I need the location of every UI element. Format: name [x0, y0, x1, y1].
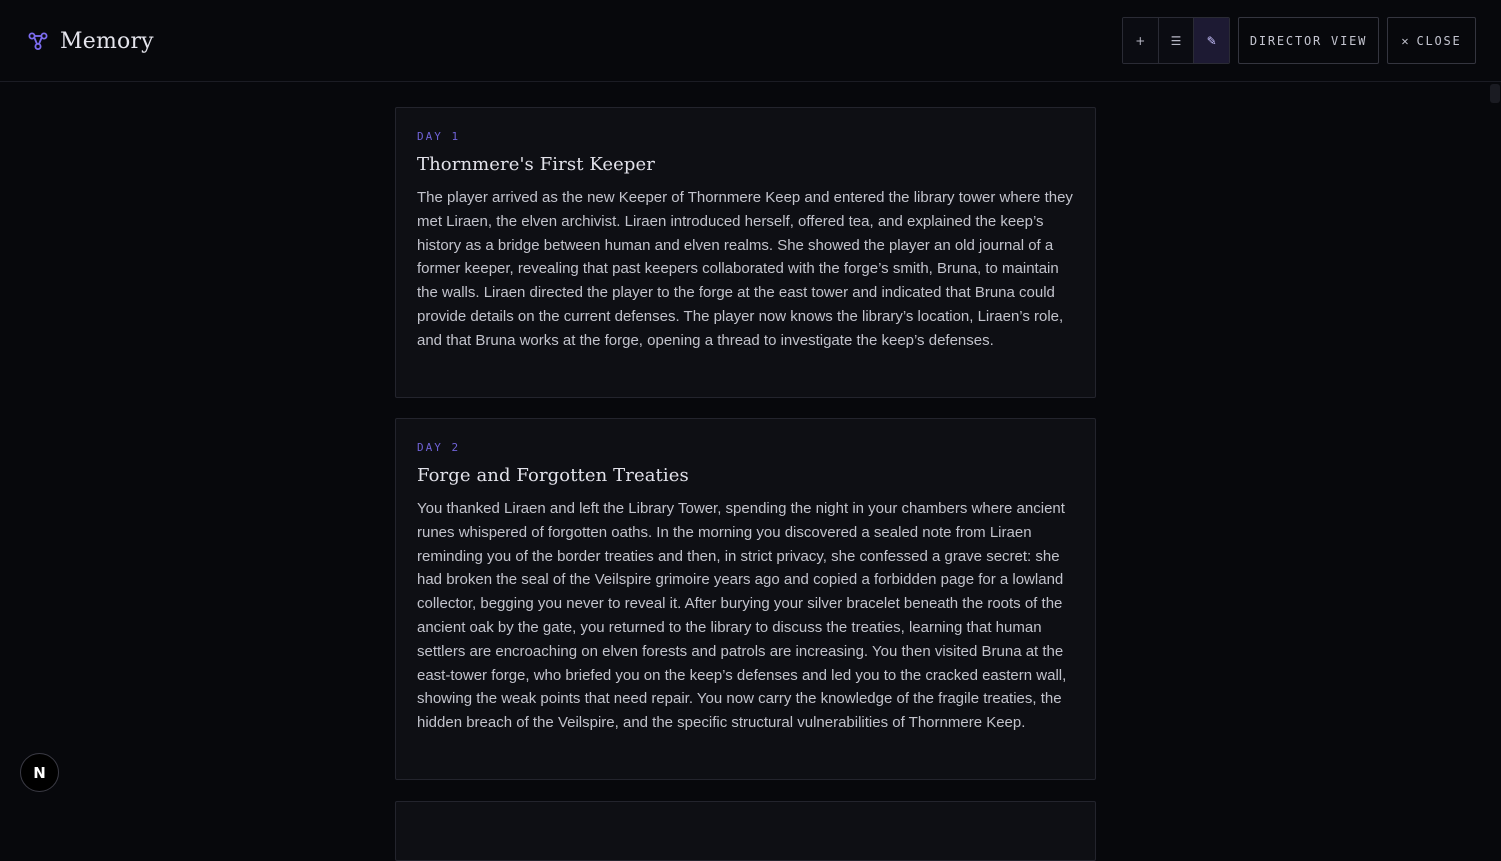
close-label: CLOSE — [1416, 33, 1462, 48]
close-icon: ✕ — [1401, 33, 1411, 48]
nextjs-logo-icon[interactable] — [20, 753, 59, 792]
close-button[interactable] — [1387, 17, 1476, 64]
list-icon[interactable]: ☰ — [1158, 18, 1194, 63]
scrollbar-thumb[interactable] — [1490, 84, 1500, 103]
entry-day-label: DAY 2 — [417, 441, 461, 454]
pencil-icon[interactable]: ✎ — [1193, 18, 1229, 63]
entry-summary: The player arrived as the new Keeper of Thornmere Keep and entered the library tower where they met Liraen, the elven archivist. Liraen introduced herself, offered tea, and explained the keep’s history as a bridge between human and elven realms. She showed the player an old journal of a former keeper, revealing that past keepers collaborated with the forge’s smith, Bruna, to maintain the walls. Liraen directed the player to the forge at the east tower and indicated that Bruna could provide details on the current defenses. The player now knows the library’s location, Liraen’s role, and that Bruna works at the forge, opening a thread to investigate the keep’s defenses. — [417, 189, 1073, 349]
page-title: Memory — [60, 28, 154, 54]
memory-entry — [395, 418, 1096, 780]
entry-title: Thornmere's First Keeper — [417, 154, 656, 175]
badge-label: N — [33, 763, 46, 782]
view-mode-toggle — [1122, 17, 1230, 64]
plus-icon[interactable]: + — [1123, 18, 1158, 63]
memory-entry — [395, 801, 1096, 861]
director-view-button[interactable] — [1238, 17, 1379, 64]
memory-entry — [395, 107, 1096, 398]
brand — [28, 24, 154, 58]
top-bar — [0, 0, 1501, 82]
entry-summary: You thanked Liraen and left the Library Tower, spending the night in your chambers where ancient runes whispered of forgotten oaths. In the morning you discovered a sealed note from Liraen reminding you of the border treaties and then, in strict privacy, she confessed a grave secret: she had broken the seal of the Veilspire grimoire years ago and copied a forbidden page for a lowland collector, begging you never to reveal it. After burying your silver bracelet beneath the roots of the ancient oak by the gate, you returned to the library to discuss the treaties, learning that human settlers are encroaching on elven forests and patrols are increasing. You then visited Bruna at the east-tower forge, who briefed you on the keep’s defenses and led you to the cracked eastern wall, showing the weak points that need repair. You now carry the knowledge of the fragile treaties, the hidden breach of the Veilspire, and the specific structural vulnerabilities of Thornmere Keep. — [417, 500, 1067, 732]
graph-nodes-icon — [28, 31, 48, 51]
director-view-label: DIRECTOR VIEW — [1249, 33, 1368, 48]
entry-day-label: DAY 1 — [417, 130, 461, 143]
entry-title: Forge and Forgotten Treaties — [417, 465, 689, 486]
